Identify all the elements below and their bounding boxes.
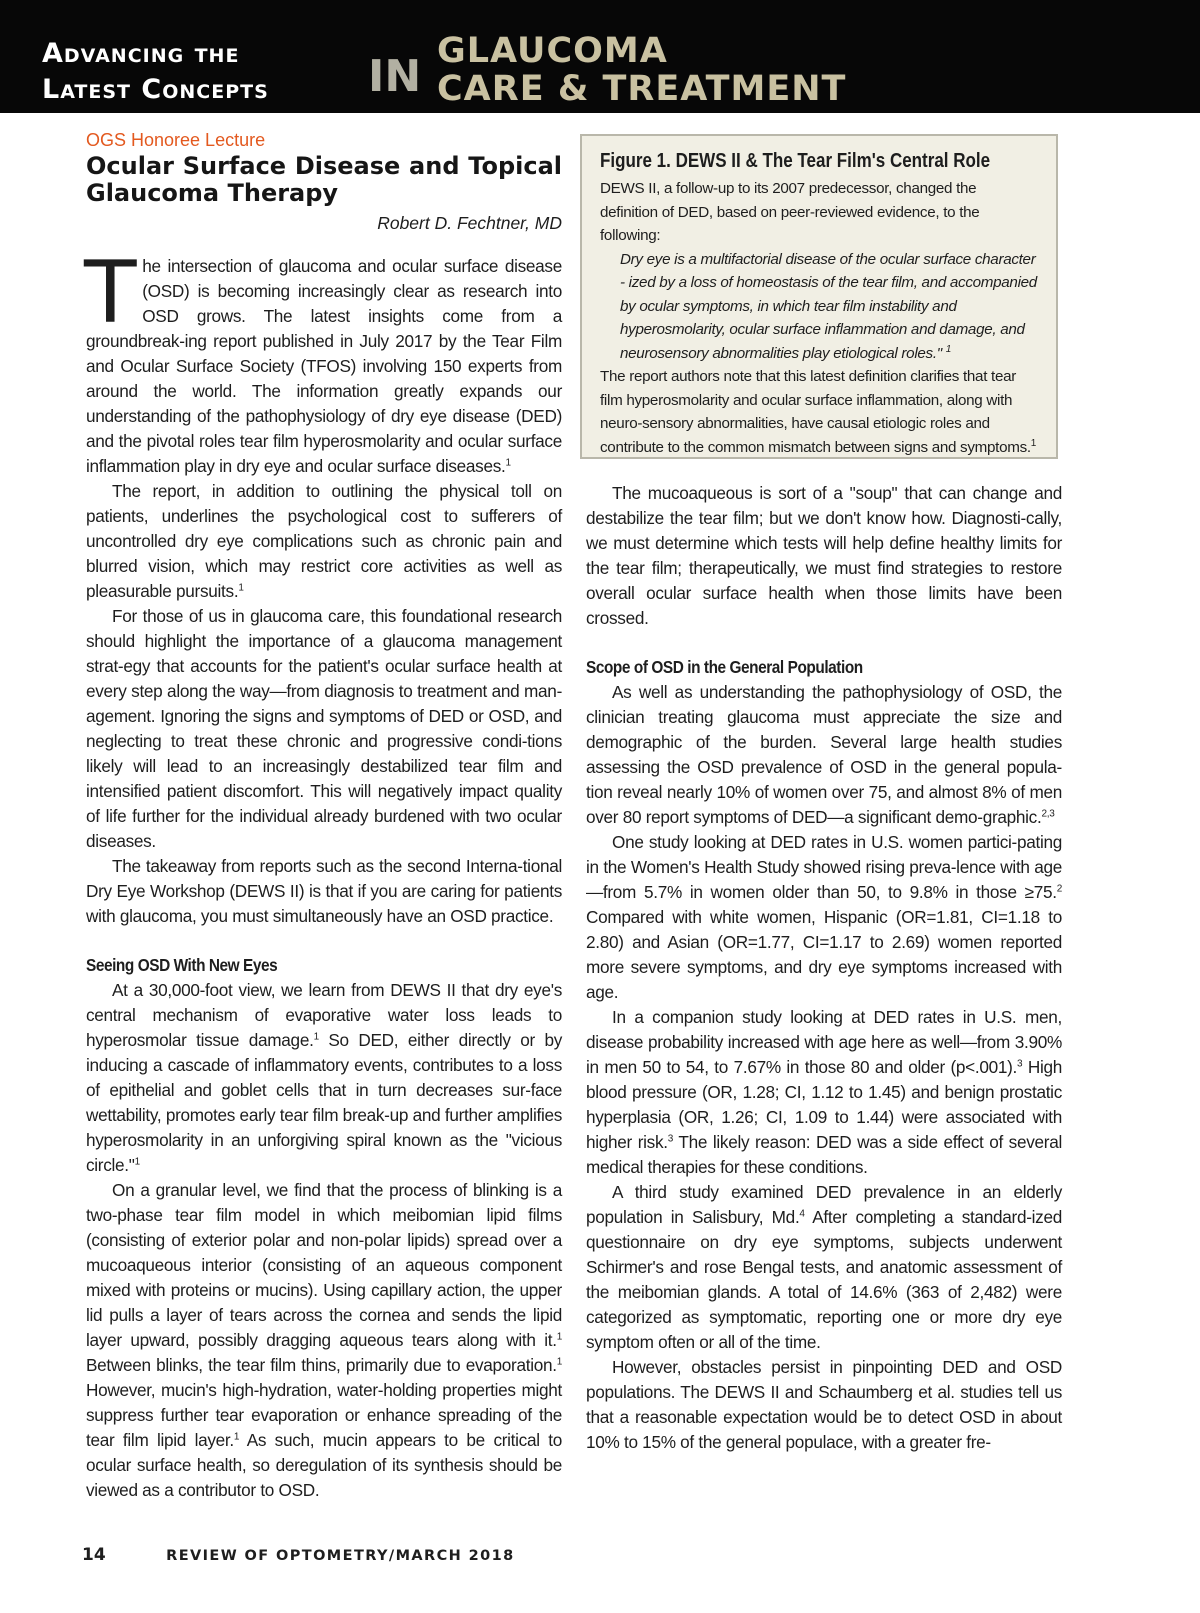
paragraph-text: Between blinks, the tear film thins, primarily due to evaporation. xyxy=(86,1355,557,1375)
paragraph-text: One study looking at DED rates in U.S. women partici-pating in the Women's Health Study showed rising preva-lence with age—from 5.7% in women older than 50, to 9.8% in those ≥75. xyxy=(586,832,1062,902)
paragraph-text: However, obstacles persist in pinpointing DED and OSD populations. The DEWS II and Schaumberg et al. studies tell us that a reasonable expectation would be to detect OSD in about 10% to 15% of the general populace, with a greater fre- xyxy=(586,1357,1062,1452)
left-body xyxy=(84,243,563,1503)
reference-mark: 2,3 xyxy=(1041,808,1055,820)
paragraph-text: he intersection of glaucoma and ocular surface disease (OSD) is becoming increasingly clear as research into OSD grows. The latest insights come from a groundbreak-ing report published in July 2017 by the Tear Film and Ocular Surface Society (TFOS) involving 150 experts from around the world. The information greatly expands our understanding of the pathophysiology of dry eye disease (DED) and the pivotal roles tear film hyperosmolarity and ocular surface inflammation play in dry eye and ocular surface diseases. xyxy=(86,256,562,476)
paragraph-text: In a companion study looking at DED rates in U.S. men, disease probability increased with age here as well—from 3.90% in men 50 to 54, to 7.67% in those 80 and older (p<.001). xyxy=(586,1007,1062,1077)
reference-mark: 3 xyxy=(667,1133,673,1145)
reference-mark: 1 xyxy=(238,582,244,594)
figure-intro: DEWS II, a follow-up to its 2007 predecessor, changed the definition of DED, based on peer-reviewed evidence, to the following: xyxy=(600,180,980,244)
subhead-seeing-osd: Seeing OSD With New Eyes xyxy=(86,955,278,975)
reference-mark: 1 xyxy=(945,343,952,355)
paragraph xyxy=(586,680,1062,830)
reference-mark: 1 xyxy=(1030,437,1037,449)
paragraph xyxy=(586,481,1062,631)
paragraph-text: After completing a standard-ized questionnaire on dry eye symptoms, subjects underwent Schirmer's and rose Bengal tests, and anatomic assessment of the meibomian glands. A total of 14.6% (363 of 2,482) were categorized as symptomatic, reporting one or more dry eye symptom often or all of the time. xyxy=(586,1207,1062,1352)
paragraph-text: At a 30,000-foot view, we learn from DEWS II that dry eye's central mechanism of evaporative water loss leads to hyperosmolar tissue damage. xyxy=(86,980,562,1050)
paragraph-text: The mucoaqueous is sort of a "soup" that can change and destabilize the tear film; but we don't know how. Diagnosti-cally, we must determine which tests will help define healthy limits for the tear film; therapeutically, we must find strategies to restore overall ocular surface health when those limits have been crossed. xyxy=(586,483,1062,628)
paragraph-text: For those of us in glaucoma care, this foundational research should highlight the importance of a glaucoma management strat-egy that accounts for the patient's ocular surface health at every step along the way—from diagnosis to treatment and man-agement. Ignoring the signs and symptoms of DED or OSD, and neglecting to treat these chronic and progressive condi-tions likely will lead to an increasingly destabilized tear film and intensified patient discomfort. This will negatively impact quality of life further for the individual already burdened with two ocular diseases. xyxy=(86,606,562,851)
paragraph-text: The takeaway from reports such as the second Interna-tional Dry Eye Workshop (DEWS II) is that if you are caring for patients with glaucoma, you must simultaneously have an OSD practice. xyxy=(86,856,562,926)
paragraph xyxy=(586,1355,1062,1455)
paragraph-text: As such, mucin appears to be critical to ocular surface health, so deregulation of its synthesis should be viewed as a contributor to OSD. xyxy=(86,1430,562,1500)
drop-cap: T xyxy=(84,243,137,343)
page-footer xyxy=(82,1545,515,1565)
figure-outro xyxy=(600,365,1038,459)
figure-sidebar xyxy=(580,134,1058,459)
reference-mark: 1 xyxy=(233,1431,240,1443)
reference-mark: 1 xyxy=(313,1031,319,1043)
publication-line: REVIEW OF OPTOMETRY/MARCH 2018 xyxy=(166,1548,515,1564)
article-author: Robert D. Fechtner, MD xyxy=(377,213,562,233)
paragraph xyxy=(86,854,562,929)
banner-left-line1: Advancing the xyxy=(42,38,240,69)
paragraph xyxy=(86,604,562,854)
article-title: Ocular Surface Disease and Topical Glaucoma Therapy xyxy=(86,152,562,207)
section-kicker: OGS Honoree Lecture xyxy=(86,130,266,150)
paragraph-text: However, mucin's high-hydration, water-holding properties might suppress further tear evaporation or enhance spreading of the tear film lipid layer. xyxy=(86,1380,562,1450)
paragraph xyxy=(586,1005,1062,1180)
figure-quote xyxy=(620,248,1038,366)
figure-quote-text: Dry eye is a multifactorial disease of the ocular surface character - ized by a loss of homeostasis of the tear film, and accompanied by ocular symptoms, in which tear film instability and hyperosmolarity, ocular surface inflammation and damage, and neurosensory abnormalities play etiological roles." xyxy=(620,250,1037,362)
right-column xyxy=(586,481,1062,1455)
paragraph-text: High blood pressure (OR, 1.28; CI, 1.12 to 1.45) and benign prostatic hyperplasia (OR, 1.26; CI, 1.09 to 1.44) were associated with higher risk. xyxy=(586,1057,1062,1152)
subhead-scope-of-osd: Scope of OSD in the General Population xyxy=(586,657,863,677)
banner-left-line2: Latest Concepts xyxy=(42,74,269,105)
reference-mark: 1 xyxy=(556,1356,562,1368)
banner-in: IN xyxy=(368,51,422,102)
paragraph xyxy=(84,243,562,479)
header-banner xyxy=(0,0,1200,113)
paragraph xyxy=(586,830,1062,1005)
paragraph-text: So DED, either directly or by inducing a cascade of inflammatory events, contributes to a loss of epithelial and goblet cells that in turn decreases sur-face wettability, promotes early tear film break-up and further amplifies hyperosmolarity in an unforgiving spiral known as the "vicious circle." xyxy=(86,1030,563,1175)
reference-mark: 1 xyxy=(505,457,511,469)
reference-mark: 3 xyxy=(1017,1058,1023,1070)
left-column xyxy=(86,130,562,1503)
reference-mark: 1 xyxy=(134,1156,140,1168)
paragraph-text: As well as understanding the pathophysiology of OSD, the clinician treating glaucoma must appreciate the size and demographic of the burden. Several large health studies assessing the OSD prevalence of OSD in the general popula-tion reveal nearly 10% of women over 75, and almost 8% of men over 80 report symptoms of DED—a significant demo-graphic. xyxy=(586,682,1062,827)
paragraph xyxy=(86,978,562,1178)
figure-title: Figure 1. DEWS II & The Tear Film's Central Role xyxy=(600,150,991,172)
paragraph-text: The report, in addition to outlining the physical toll on patients, underlines the psychological cost to sufferers of uncontrolled dry eye complications such as chronic pain and blurred vision, which may restrict core activities as well as pleasurable pursuits. xyxy=(86,481,562,601)
paragraph-text: The likely reason: DED was a side effect of several medical therapies for these conditions. xyxy=(586,1132,1062,1177)
banner-right-line2: CARE & TREATMENT xyxy=(437,69,847,109)
paragraph-text: A third study examined DED prevalence in an elderly population in Salisbury, Md. xyxy=(586,1182,1062,1227)
reference-mark: 4 xyxy=(799,1208,805,1220)
page-number: 14 xyxy=(82,1545,106,1565)
paragraph xyxy=(86,1178,562,1503)
paragraph xyxy=(86,479,562,604)
reference-mark: 1 xyxy=(556,1331,562,1343)
paragraph-text: On a granular level, we find that the process of blinking is a two-phase tear film model in which meibomian lipid films (consisting of exterior polar and non-polar lipids) spread over a mucoaqueous interior (consisting of an aqueous component mixed with proteins or mucins). Using capillary action, the upper lid pulls a layer of tears across the cornea and sends the lipid layer upward, possibly dragging aqueous tears along with it. xyxy=(86,1180,562,1350)
reference-mark: 2 xyxy=(1056,883,1062,895)
paragraph xyxy=(586,1180,1062,1355)
banner-right-line1: GLAUCOMA xyxy=(437,31,668,71)
banner-right-title xyxy=(437,32,846,108)
paragraph-text: Compared with white women, Hispanic (OR=1.81, CI=1.18 to 2.80) and Asian (OR=1.77, CI=1.17 to 2.69) women reported more severe symptoms, and dry eye symptoms increased with age. xyxy=(586,907,1062,1002)
figure-outro-text: The report authors note that this latest definition clarifies that tear film hyperosmolarity and ocular surface inflammation, along with neuro-sensory abnormalities, have causal etiologic roles and contribute to the common mismatch between signs and symptoms. xyxy=(600,368,1031,456)
banner-left-title xyxy=(42,36,362,108)
